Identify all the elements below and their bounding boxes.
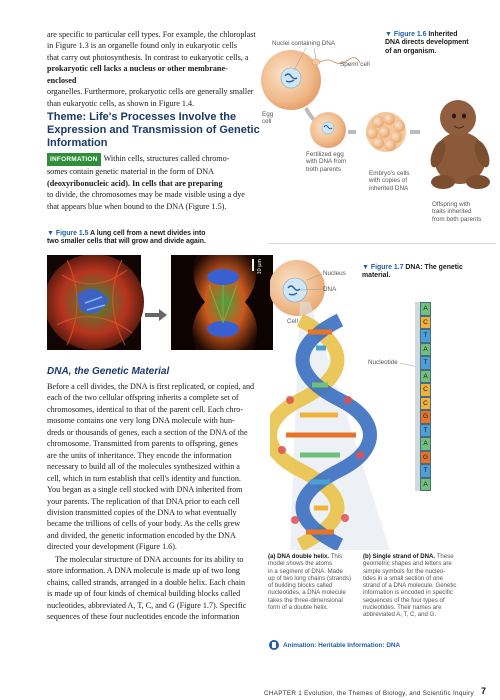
nucleotide-C: C [420,316,431,330]
dna-para-line: nucleotides, abbreviated A, T, C, and G (Figure 1.7). Specific [47,600,247,610]
nucleotide-G: G [420,410,431,424]
caption-a-line: This [330,553,343,560]
animation-link-label: Animation: Heritable Information: DNA [283,641,401,649]
caption-a-line: model shows the atoms [268,560,333,568]
dna-para-line: and divided, the genetic information encoded by the DNA [47,530,236,540]
label-egg-line: Egg [262,111,274,118]
nucleotide-T: T [420,464,431,478]
caption-b-line: nucleotides. Their names are [363,604,442,612]
cell-division-micrographs [47,255,273,350]
nucleotide-A: A [420,437,431,451]
figure-1-5-caption-line: two smaller cells that will grow and divide again. [47,238,206,246]
intro-line: are specific to particular cell types. For example, the chloroplast [47,30,256,39]
single-strand-dna [420,302,434,491]
theme-line: (deoxyribonucleic acid). In cells that are preparing [47,178,223,188]
theme-heading-line: Expression and Transmission of Genetic [47,124,260,136]
caption-b-line: tides in a small section of one [363,574,443,582]
dna-para-line: became the trillions of cells of your body. As the cells grew [47,519,241,529]
figure-1-6-number: Figure 1.6 [393,31,427,38]
theme-heading [47,111,262,150]
caption-b-line: strand of a DNA molecule. Genetic [363,582,457,590]
theme-line: to divide, the chromosomes may be made visible using a dye [47,190,245,200]
caption-a-line: up of two long chains (strands) [268,574,351,582]
intro-paragraph [47,29,257,109]
nucleotide-G: G [420,451,431,465]
label-embryo-line: inherited DNA [369,184,409,192]
figure-marker-icon: ▼ [385,31,392,38]
label-embryo [369,170,409,192]
nucleotide-A: A [420,370,431,384]
theme-line-text: Within cells, structures called chromo- [103,154,230,163]
scale-bar-label: 10 µm [257,259,263,275]
label-fert-line: Fertilized egg [306,151,344,158]
dna-para-line: each of the two cellular offspring inherits a complete set of [47,393,239,403]
caption-a-line: in a segment of DNA. Made [268,567,343,575]
intro-line: organelles. Furthermore, prokaryotic cells are generally smaller [47,87,254,97]
dna-para-line: chromosome. Transmitted from parents to offspring, genes [47,439,238,449]
dna-para-line: Before a cell divides, the DNA is first replicated, or copied, and [47,382,255,391]
nucleotide-C: C [420,383,431,397]
caption-a-line: of building blocks called [268,582,333,590]
label-fert-line: with DNA from [306,158,347,166]
caption-b-line: information is encoded in specific [363,589,453,597]
label-embryo-line: Embryo's cells [369,170,410,177]
nucleotide-A: A [420,478,431,492]
dna-para-line: is made up of four kinds of chemical building blocks called [47,589,241,599]
nucleotide-A: A [420,302,431,316]
intro-line: prokaryotic cell lacks a nucleus or other membrane-enclosed [47,64,228,85]
dna-para-line: cell, which in turn establish that cell's identity and function. [47,473,241,483]
dna-para-line: You began as a single cell stocked with DNA inherited from [47,485,243,495]
dna-para-line: chains, called strands, arranged in a double helix. Each chain [47,577,246,587]
figure-marker-icon: ▼ [362,264,369,271]
figure-1-7-title: DNA: The genetic [405,264,463,271]
label-nuclei-dna: Nuclei containing DNA [272,40,335,47]
baby-illustration [428,100,493,189]
figure-1-6-title: of an organism. [385,47,437,55]
caption-b-line: These [436,553,454,560]
caption-b-line: simple symbols for the nucleo- [363,567,446,575]
figure-1-6-title: Inherited [428,31,458,38]
figure-marker-icon: ▼ [47,230,54,237]
intro-line: than eukaryotic cells, as shown in Figure 1.4. [47,98,195,108]
caption-a-line: form of a double helix. [268,604,328,612]
dna-para-line: sequences of these four nucleotides encode the information [47,612,240,622]
chromosomes-bottom [207,321,239,337]
label-offspring-line: traits inherited [432,208,472,216]
figure-1-7-title: material. [362,272,391,280]
figure-divider [268,243,496,244]
nucleotide-C: C [420,397,431,411]
label-embryo-line: with copies of [369,177,408,185]
theme-line: somes contain genetic material in the form of DNA [47,167,214,177]
page-number: 7 [481,686,487,696]
theme-heading-line: Information [47,137,108,149]
animation-link[interactable] [269,640,400,650]
figure-1-7-number: Figure 1.7 [370,264,404,271]
dna-para-line: necessary to build all of the molecules synthesized within a [47,462,240,472]
nucleotide-T: T [420,356,431,370]
label-offspring-line: from both parents [432,215,482,223]
figure-1-5-micrographs [47,255,273,350]
dna-paragraph-2 [47,554,262,623]
arrow-icon [145,309,167,321]
figure-1-5-number: Figure 1.5 [55,230,89,237]
intro-line: that carry out photosynthesis. In contrast to eukaryotic cells, a [47,52,249,62]
chapter-footer: CHAPTER 1 Evolution, the Themes of Biology, and Scientific Inquiry [264,690,474,697]
dna-para-line: division transmitted copies of the DNA to what eventually [47,507,237,517]
caption-b-line: geometric shapes and letters are [363,560,452,568]
dna-para-line: store information. A DNA molecule is made up of two long [47,566,240,576]
dna-paragraph-1 [47,381,262,553]
label-fert-line: both parents [306,165,342,173]
nucleotide-T: T [420,424,431,438]
caption-b-line: abbreviated A, T, C, and G. [363,611,437,619]
theme-line: that appears blue when bound to the DNA (Figure 1.5). [47,201,227,211]
label-dna: DNA [323,286,337,293]
figure-1-6-title: DNA directs development [385,39,469,47]
dna-para-line: chromosomes, identical to that of the parent cell. Each chro- [47,404,244,414]
caption-a-line: takes the three-dimensional [268,596,343,604]
label-sperm-cell: Sperm cell [340,61,370,68]
label-egg-cell [262,111,273,126]
caption-a-title: (a) DNA double helix. [268,553,330,560]
intro-line: in Figure 1.3 is an organelle found only in eukaryotic cells [47,41,238,51]
egg-nucleus [281,68,301,88]
dna-para-line: directed your development (Figure 1.6). [47,542,177,552]
caption-b-title: (b) Single strand of DNA. [363,553,436,560]
theme-line [47,153,262,166]
figure-1-5-caption-line: A lung cell from a newt divides into [90,230,206,237]
dna-para-line: dreds or thousands of genes, each a section of the DNA of the [47,427,248,437]
theme-heading-line: Theme: Life's Processes Involve the [47,111,237,123]
figure-1-5-caption [47,230,262,247]
dna-para-line: The molecular structure of DNA accounts for its ability to [55,555,244,564]
figure-1-7-illustration [270,250,495,550]
chromosomes-top [207,269,239,285]
scale-bar [252,259,254,271]
information-badge: INFORMATION [47,153,101,166]
embryo [366,112,406,152]
label-nucleotide: Nucleotide [368,359,398,366]
nucleotide-A: A [420,343,431,357]
dna-para-line: are the units of inheritance. They encode the information [47,450,232,460]
label-offspring [432,201,481,223]
caption-a-line: nucleotides, a DNA molecule [268,589,346,597]
dna-para-line: your parents. The replication of that DNA prior to each cell [47,496,240,506]
dna-para-line: mosome contains one very long DNA molecule with hun- [47,416,235,426]
label-cell: Cell [287,318,298,325]
sperm-cell [312,59,320,65]
label-fertilized-egg [306,151,346,173]
theme-paragraph [47,153,262,212]
dna-section-heading: DNA, the Genetic Material [47,366,170,377]
label-egg-line: cell [262,118,272,126]
label-nucleus: Nucleus [323,270,346,277]
label-offspring-line: Offspring with [432,201,471,208]
caption-single-strand [363,553,495,619]
caption-b-line: sequences of the four types of [363,596,445,604]
nucleotide-T: T [420,329,431,343]
caption-double-helix [268,553,360,611]
animation-icon [269,640,279,650]
